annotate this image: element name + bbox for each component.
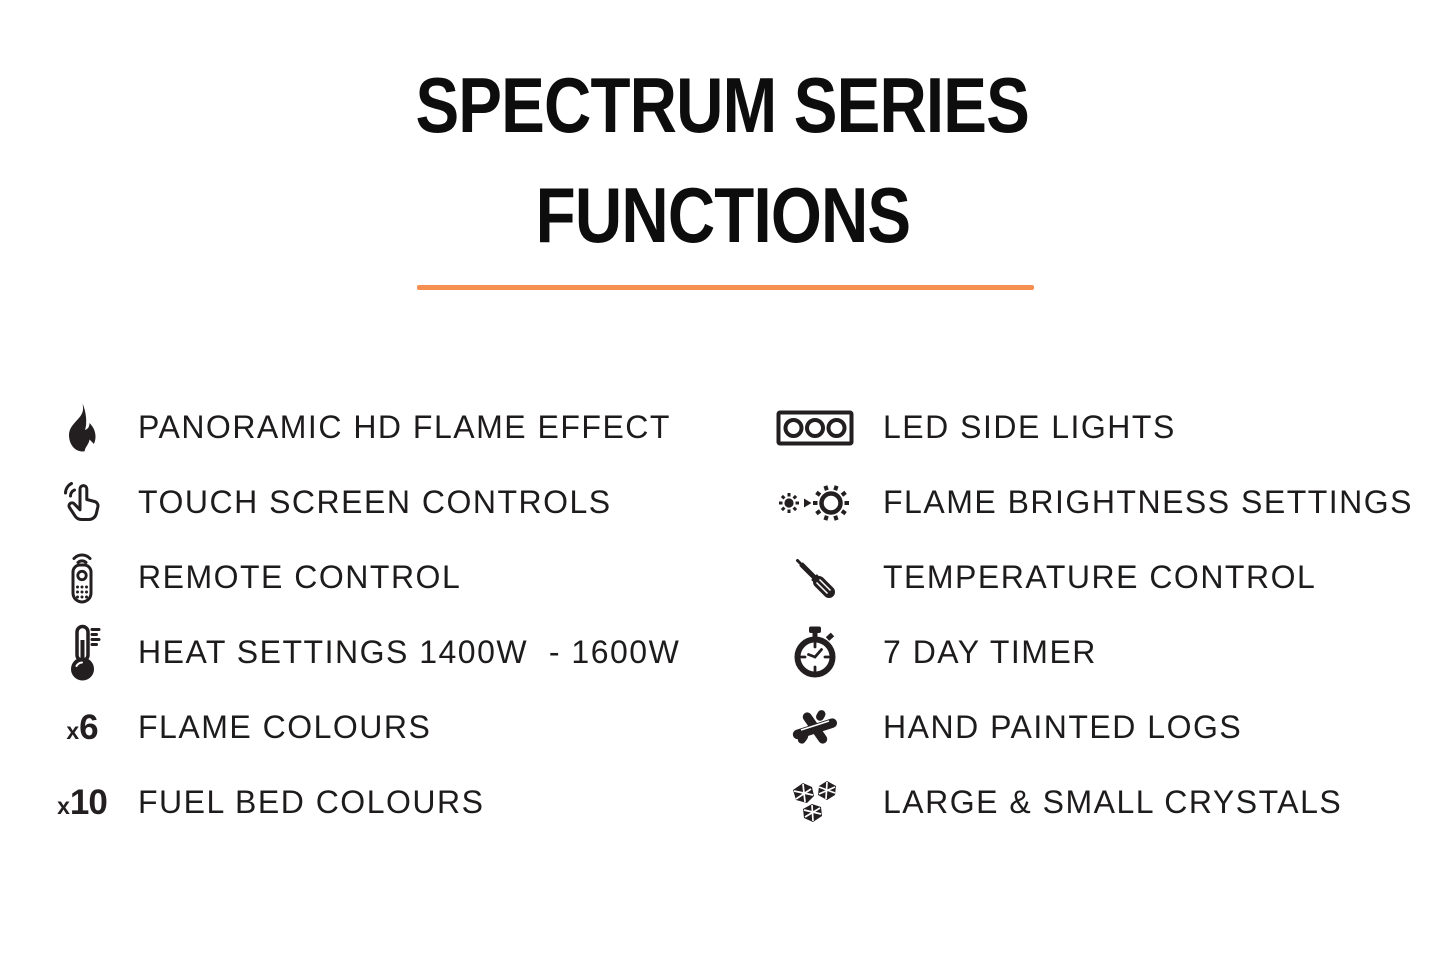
feature-row [42,765,742,840]
feature-label: FLAME BRIGHTNESS SETTINGS [883,484,1414,520]
page-title-line2 [0,171,1445,259]
feature-label: FLAME COLOURS [138,709,432,745]
feature-row [775,390,1435,465]
feature-label: TOUCH SCREEN CONTROLS [138,484,612,520]
stopwatch-icon [775,615,855,690]
page-title-text1: SPECTRUM SERIES [415,61,1030,149]
feature-label: TEMPERATURE CONTROL [883,559,1317,595]
page-title-text2: FUNCTIONS [535,171,910,259]
feature-row [42,690,742,765]
feature-label: LARGE & SMALL CRYSTALS [883,784,1343,820]
features-column-left [42,390,742,840]
logs-icon [775,690,855,765]
feature-label: LED SIDE LIGHTS [883,409,1176,445]
feature-label: PANORAMIC HD FLAME EFFECT [138,409,671,445]
features-column-right [775,390,1435,840]
flame-icon [42,390,122,465]
feature-label: 7 DAY TIMER [883,634,1097,670]
remote-control-icon [42,540,122,615]
x6-badge [42,690,122,765]
page-title-line1 [0,61,1445,149]
x10-badge-text: x 10 [57,782,107,822]
flame-brightness-icon [775,465,855,540]
thermometer-icon [42,615,122,690]
feature-row [42,390,742,465]
feature-row [42,465,742,540]
feature-row [775,690,1435,765]
feature-row [775,765,1435,840]
x10-badge [42,765,122,840]
x6-badge-text: x 6 [66,707,98,747]
led-side-lights-icon [775,390,855,465]
feature-row [42,615,742,690]
crystals-icon [775,765,855,840]
feature-label: REMOTE CONTROL [138,559,462,595]
feature-row [775,615,1435,690]
title-underline [417,285,1034,290]
touch-screen-icon [42,465,122,540]
feature-label: HEAT SETTINGS 1400W - 1600W [138,634,681,670]
feature-row [775,465,1435,540]
feature-row [42,540,742,615]
feature-label: FUEL BED COLOURS [138,784,485,820]
feature-label: HAND PAINTED LOGS [883,709,1243,745]
screwdriver-icon [775,540,855,615]
feature-row [775,540,1435,615]
